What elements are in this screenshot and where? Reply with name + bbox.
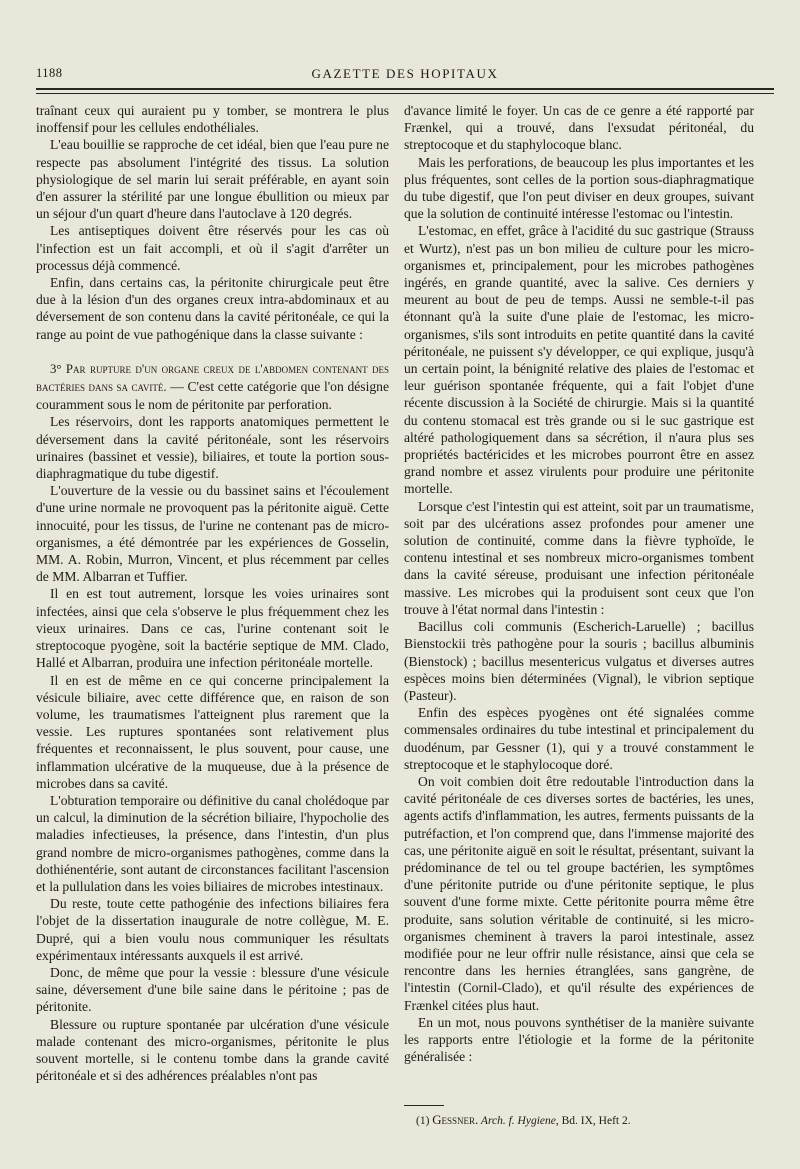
section-paragraph <box>36 360 389 414</box>
right-column <box>404 102 754 1065</box>
left-column <box>36 102 389 1084</box>
paragraph: L'eau bouillie se rapproche de cet idéal, bien que l'eau pure ne respecte pas absolument l'intégrité des tissus. La solution physiologique de sel marin lui serait préférable, en ayant soin d'en assurer la stérilité par une longue ébullition ou mieux par un séjour d'un quart d'heure dans l'autoclave à 120 degrés. <box>36 137 389 222</box>
paragraph: Il en est de même en ce qui concerne principalement la vésicule biliaire, avec cette différence que, en raison de son volume, les traumatismes l'atteignent plus rarement que la vessie. Les ruptures spontanées sont relativement plus fréquentes et reconnaissent, le plus souvent, pour cause, une inflammation ulcérative de la muqueuse, due à la présence de microbes dans sa cavité. <box>36 672 389 791</box>
paragraph: Les réservoirs, dont les rapports anatomiques permettent le déversement dans la cavité péritonéale, sont les réservoirs urinaires (bassinet et vessie), biliaires, et toute la portion sous-diaphragmatique du tube digestif. <box>36 414 389 482</box>
header-rule-thin <box>36 93 774 94</box>
footnote-marker: (1) <box>416 1115 433 1127</box>
paragraph: L'ouverture de la vessie ou du bassinet sains et l'écoulement d'une urine normale ne provoquent pas la péritonite aiguë. Cette innocuité, pour les tissus, de l'urine ne contenant pas de micro-organismes, a été démontrée par les expériences de Gosselin, MM. A. Robin, Murron, Vincent, et plus récemment par celles de MM. Albarran et Tuffier. <box>36 483 389 585</box>
paragraph: Donc, de même que pour la vessie : blessure d'une vésicule saine, déversement d'une bile saine dans le péritoine ; pas de péritonite. <box>36 964 389 1015</box>
section-heading: 3° Par rupture d'un organe creux de l'abdomen contenant des bactéries dans sa cavité. <box>36 361 389 395</box>
footnote-author: Gessner. <box>432 1113 479 1127</box>
section-text: — C'est cette catégorie que l'on désigne couramment sous le nom de péritonite par perforation. <box>36 379 389 413</box>
paragraph: traînant ceux qui auraient pu y tomber, se montrera le plus inoffensif pour les cellules endothéliales. <box>36 103 389 136</box>
paragraph: Blessure ou rupture spontanée par ulcération d'une vésicule malade contenant des micro-organismes, péritonite le plus souvent mortelle, si le contenu tombe dans la grande cavité péritonéale et si des adhérences préalables n'ont pas <box>36 1016 389 1084</box>
paragraph: Lorsque c'est l'intestin qui est atteint, soit par un traumatisme, soit par des ulcérations assez profondes pour amener une solution de continuité, comme dans la fièvre typhoïde, le contenu intestinal et ses nombreux micro-organismes tombent dans la cavité séreuse, produisant une infection péritonéale massive. Les microbes qui la produisent sont ceux que l'on trouve à l'état normal dans l'intestin : <box>404 498 754 617</box>
paragraph: Bacillus coli communis (Escherich-Laruelle) ; bacillus Bienstockii très pathogène pour la souris ; bacillus albuminis (Bienstock) ; bacillus mesentericus vulgatus et diverses autres espèces moins bien déterminées (Vignal), le vibrion septique (Pasteur). <box>404 619 754 703</box>
paragraph: En un mot, nous pouvons synthétiser de la manière suivante les rapports entre l'étiologie et la forme de la péritonite généralisée : <box>404 1014 754 1065</box>
paragraph: L'estomac, en effet, grâce à l'acidité du suc gastrique (Strauss et Wurtz), n'est pas un bon milieu de culture pour les micro-organismes et, principalement, pour les microbes pathogènes ingérés, en grande quantité, avec la salive. Ces derniers y meurent au bout de peu de temps. Aussi ne semble-t-il pas étonnant qu'à la suite d'une plaie de l'estomac, les micro-organismes, s'ils sont introduits en petite quantité dans la cavité péritonéale, ne puissent s'y développer, ce qui explique, jusqu'à un certain point, la bénignité relative des plaies de l'estomac et leur guérison spontanée fréquente, qui a fait l'objet d'une récente discussion à la Société de chirurgie. Mais si la quantité du contenu stomacal est très grande ou si le suc gastrique est altéré pathologiquement dans sa sécrétion, il n'aura plus ses propriétés bactéricides et les microbes pourront être en assez grand nombre et assez virulents pour produire une péritonite mortelle. <box>404 223 754 497</box>
paragraph: d'avance limité le foyer. Un cas de ce genre a été rapporté par Frænkel, qui a trouvé, dans l'exsudat péritonéal, du streptocoque et du staphylocoque blanc. <box>404 103 754 153</box>
footnote-rest: , Bd. IX, Heft 2. <box>555 1115 631 1127</box>
page-number: 1188 <box>36 66 63 80</box>
page-header <box>36 66 774 88</box>
header-rule-thick <box>36 88 774 90</box>
paragraph: Enfin, dans certains cas, la péritonite chirurgicale peut être due à la lésion d'un des organes creux intra-abdominaux et au déversement de son contenu dans la cavité péritonéale, ce qui la range au point de vue pathogénique dans la classe suivante : <box>36 275 389 342</box>
paragraph: Les antiseptiques doivent être réservés pour les cas où l'infection est un fait accompli, et où il s'agit d'arrêter un processus déjà commencé. <box>36 223 389 273</box>
paragraph: On voit combien doit être redoutable l'introduction dans la cavité péritonéale de ces diverses sortes de bactéries, les unes, agents actifs d'inflammation, les autres, ferments puissants de la putréfaction, et l'on comprend que, dans l'immense majorité des cas, une péritonite aiguë en soit le résultat, présentant, suivant la prédominance de tel ou tel groupe bactérien, les symptômes d'une péritonite putride ou d'une péritonite septique, le plus souvent d'une forme mixte. Cette péritonite pourra même être produite, sans solution véritable de continuité, si les micro-organismes cheminent à travers la paroi intestinale, assez modifiée pour ne leur offrir nulle résistance, ainsi que cela se rencontre dans les hernies étranglées, sans gangrène, de l'intestin (Cornil-Clado), et qu'il résulte des expériences de Frænkel citées plus haut. <box>404 773 754 1013</box>
footnote-rule <box>404 1105 444 1106</box>
paragraph: Mais les perforations, de beaucoup les plus importantes et les plus fréquentes, sont celles de la portion sous-diaphragmatique du tube digestif, que l'on peut diviser en deux groupes, suivant que la solution de continuité intéresse l'estomac ou l'intestin. <box>404 154 754 222</box>
journal-title: GAZETTE DES HOPITAUX <box>311 66 499 81</box>
footnote-source: Arch. f. Hygiene <box>478 1115 556 1127</box>
paragraph: L'obturation temporaire ou définitive du canal cholédoque par un calcul, la diminution de la sécrétion biliaire, l'hypocholie des maladies infectieuses, la présence, dans l'intestin, d'un plus grand nombre de micro-organismes pathogènes, comme dans la dothiénentérie, sont autant de circonstances facilitant l'ascension et la pullulation dans les voies biliaires de microbes intestinaux. <box>36 792 389 894</box>
footnote <box>416 1113 746 1128</box>
paragraph: Du reste, toute cette pathogénie des infections biliaires fera l'objet de la dissertation inaugurale de notre collègue, M. E. Dupré, qui a bien voulu nous communiquer les résultats expérimentaux intéressants auxquels il est arrivé. <box>36 896 389 963</box>
paragraph: Enfin des espèces pyogènes ont été signalées comme commensales ordinaires du tube intestinal et principalement du duodénum, par Gessner (1), qui y a trouvé constamment le streptocoque et le staphylocoque doré. <box>404 705 754 772</box>
paragraph: Il en est tout autrement, lorsque les voies urinaires sont infectées, ainsi que cela s'observe le plus fréquemment chez les vieux urinaires. Dans ce cas, l'urine contenant soit le streptocoque pyogène, soit la bactérie septique de MM. Clado, Hallé et Albarran, produira une infection péritonéale mortelle. <box>36 586 389 671</box>
